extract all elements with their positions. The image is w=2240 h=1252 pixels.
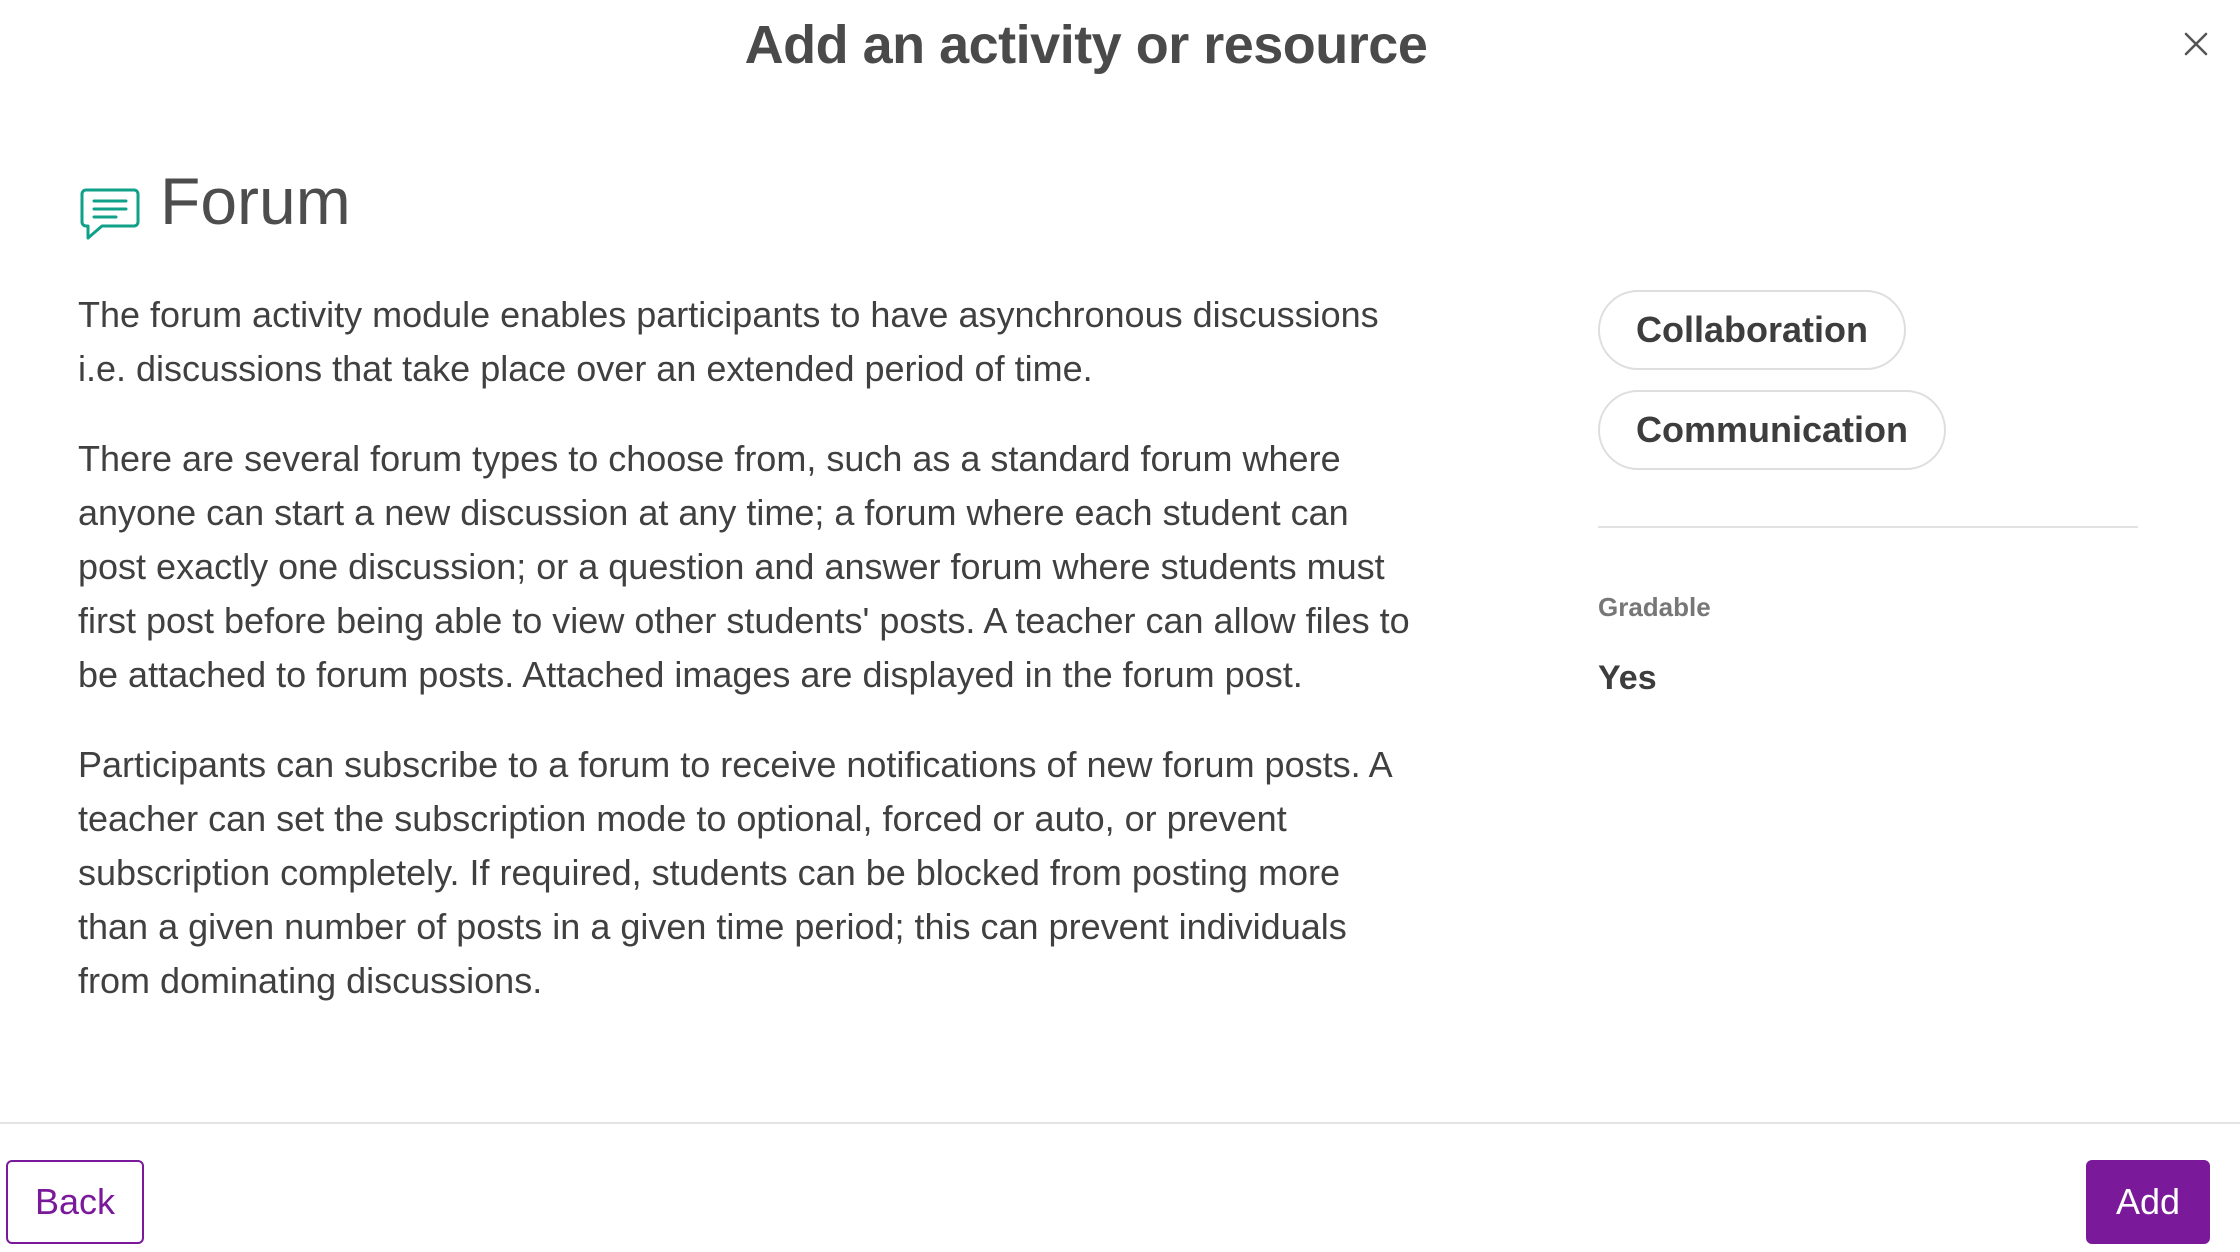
- close-button[interactable]: [2176, 24, 2216, 64]
- module-heading: [78, 158, 351, 244]
- footer-divider: [0, 1122, 2240, 1124]
- add-button[interactable]: Add: [2086, 1160, 2210, 1244]
- modal-header: [0, 0, 2240, 120]
- module-sidebar: [1598, 290, 2138, 698]
- forum-chat-bubble-icon: [78, 180, 142, 244]
- description-paragraph: The forum activity module enables participants to have asynchronous discussions i.e. discussions that take place over an extended period of time.: [78, 294, 1379, 389]
- description-paragraph: There are several forum types to choose from, such as a standard forum where anyone can start a new discussion at any time; a forum where each student can post exactly one discussion; or a question and answer forum where students must first post before being able to view other students' posts. A teacher can allow files to be attached to forum posts. Attached images are displayed in the forum post.: [78, 438, 1410, 695]
- module-description: [78, 288, 1418, 1044]
- close-icon: [2183, 31, 2209, 57]
- modal-title: Add an activity or resource: [744, 15, 1428, 75]
- back-button[interactable]: Back: [6, 1160, 144, 1244]
- gradable-label: Gradable: [1598, 592, 1711, 622]
- tag-collaboration[interactable]: Collaboration: [1598, 290, 1906, 370]
- tag-communication[interactable]: Communication: [1598, 390, 1946, 470]
- sidebar-divider: [1598, 526, 2138, 528]
- gradable-value: Yes: [1598, 659, 1657, 697]
- module-name: Forum: [160, 164, 351, 238]
- description-paragraph: Participants can subscribe to a forum to receive notifications of new forum posts. A teacher can set the subscription mode to optional, forced or auto, or prevent subscription completely. If required, students can be blocked from posting more than a given number of posts in a given time period; this can prevent individuals from dominating discussions.: [78, 744, 1391, 1001]
